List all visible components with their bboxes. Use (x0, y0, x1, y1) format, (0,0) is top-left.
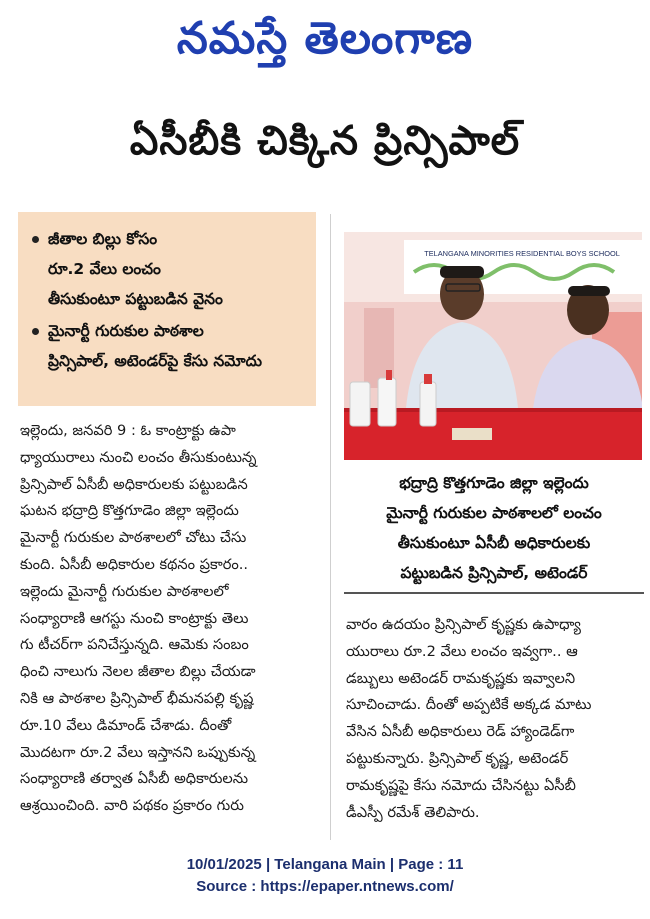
article-headline (0, 118, 650, 174)
body-line: గు టీచర్‌గా పనిచేస్తున్నది. ఆమెకు సంబం (20, 636, 249, 654)
body-line: సంధ్యారాణి తర్వాత ఏసీబీ అధికారులను (20, 770, 249, 788)
body-line: ఘటన భద్రాద్రి కొత్తగూడెం జిల్లా ఇల్లెందు (20, 502, 239, 520)
photo-caption (346, 468, 642, 588)
highlight-line: రూ.2 వేలు లంచం (48, 260, 161, 278)
newspaper-masthead (0, 8, 650, 70)
body-line: కుంది. ఏసీబీ అధికారుల కథనం ప్రకారం.. (20, 555, 249, 573)
caption-line: భద్రాద్రి కొత్తగూడెం జిల్లా ఇల్లెందు (399, 474, 589, 492)
body-line: డబ్బులు అటెండర్ రామకృష్ణకు ఇవ్వాలని (346, 669, 576, 687)
article-body-left (20, 418, 316, 820)
article-body-right (346, 612, 642, 826)
body-line: ప్రిన్సిపాల్ ఏసీబీ అధికారులకు పట్టుబడిన (20, 475, 248, 493)
body-line: రూ.10 వేలు డిమాండ్ చేశాడు. దీంతో (20, 716, 232, 734)
highlight-line: ప్రిన్సిపాల్, అటెండర్‌పై కేసు నమోదు (48, 352, 262, 370)
caption-line: పట్టుబడిన ప్రిన్సిపాల్, అటెండర్ (400, 564, 588, 582)
photo-banner-text: TELANGANA MINORITIES RESIDENTIAL BOYS SCHOOL (424, 249, 620, 258)
body-line: మొదటగా రూ.2 వేలు ఇస్తానని ఒప్పుకున్న (20, 743, 256, 761)
masthead-title: నమస్తే తెలంగాణ (176, 13, 474, 64)
body-line: ధించి నాలుగు నెలల జీతాల బిల్లు చేయడా (20, 663, 256, 681)
highlight-item (30, 224, 306, 314)
body-line: యురాలు రూ.2 వేలు లంచం ఇవ్వగా.. ఆ (346, 642, 578, 660)
page-footer (0, 854, 650, 898)
body-line: మైనార్టీ గురుకుల పాఠశాలలో చోటు చేసు (20, 529, 247, 547)
highlight-line: తీసుకుంటూ పట్టుబడిన వైనం (48, 290, 223, 308)
body-line: రామకృష్ణపై కేసు నమోదు చేసినట్టు ఏసీబీ (346, 776, 576, 794)
body-line: వేసిన ఏసీబీ అధికారులు రెడ్ హ్యాండెడ్‌గా (346, 723, 575, 741)
highlight-line: జీతాల బిల్లు కోసం (48, 230, 158, 248)
column-divider (330, 214, 331, 840)
caption-divider (344, 592, 644, 594)
headline-text: ఏసీబీకి చిక్కిన ప్రిన్సిపాల్ (129, 118, 521, 164)
body-line: సూచించాడు. దీంతో అప్పటికే అక్కడ మాటు (346, 696, 592, 714)
news-photo (344, 232, 642, 460)
body-line: సంధ్యారాణి ఆగస్టు నుంచి కాంట్రాక్టు తెలు (20, 609, 249, 627)
body-line: డీఎస్పీ రమేశ్ తెలిపారు. (346, 803, 480, 821)
body-line: ఆశ్రయించింది. వారి పథకం ప్రకారం గురు (20, 797, 244, 815)
highlight-line: మైనార్టీ గురుకుల పాఠశాల (48, 322, 204, 340)
bullet-icon (32, 236, 39, 243)
highlight-item (30, 316, 306, 376)
news-photo-illustration (344, 232, 642, 460)
footer-edition-info: 10/01/2025 | Telangana Main | Page : 11 (186, 856, 464, 873)
body-line: వారం ఉదయం ప్రిన్సిపాల్ కృష్ణకు ఉపాధ్యా (346, 616, 581, 633)
caption-line: మైనార్టీ గురుకుల పాఠశాలలో లంచం (386, 504, 602, 522)
caption-line: తీసుకుంటూ ఏసీబీ అధికారులకు (397, 534, 591, 552)
footer-source-link[interactable]: Source : https://epaper.ntnews.com/ (196, 878, 454, 895)
body-line: ధ్యాయురాలు నుంచి లంచం తీసుకుంటున్న (20, 448, 257, 466)
body-line: ఇల్లెందు మైనార్టీ గురుకుల పాఠశాలలో (20, 582, 229, 600)
body-line: పట్టుకున్నారు. ప్రిన్సిపాల్ కృష్ణ, అటెండర్ (346, 749, 569, 767)
bullet-icon (32, 328, 39, 335)
body-line: ఇల్లెందు, జనవరి 9 : ఓ కాంట్రాక్టు ఉపా (20, 422, 236, 439)
body-line: నికి ఆ పాఠశాల ప్రిన్సిపాల్ భీమనపల్లి కృష్ణ (20, 689, 254, 707)
highlights-box (18, 212, 316, 406)
